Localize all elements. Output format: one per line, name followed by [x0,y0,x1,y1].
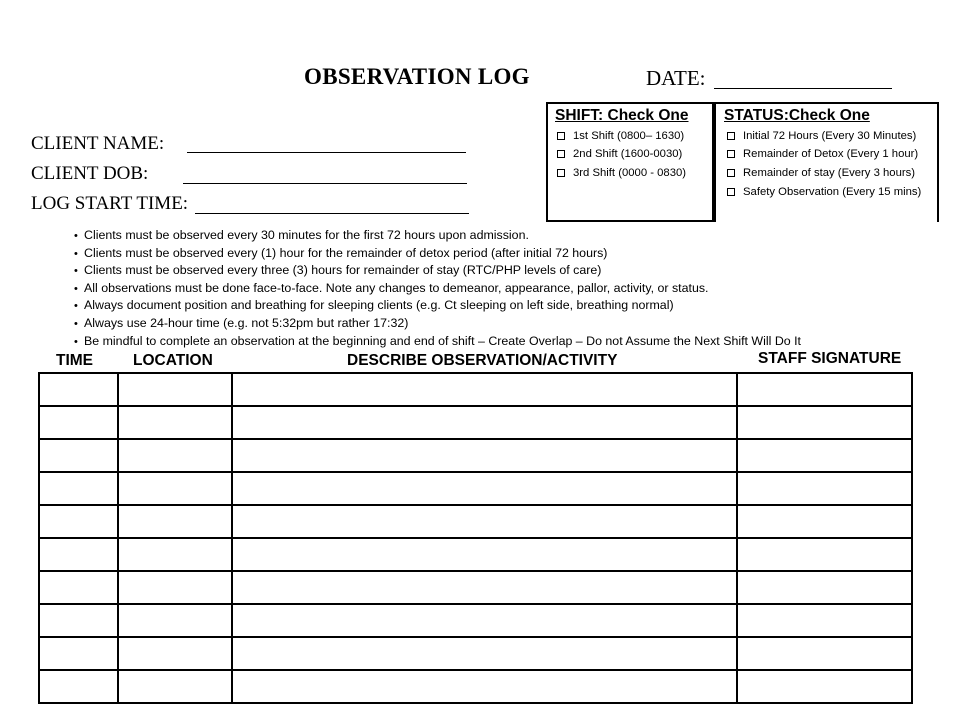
checkbox[interactable] [727,132,735,140]
time-cell[interactable] [39,637,118,670]
location-cell[interactable] [118,637,232,670]
shift-option-3[interactable]: 3rd Shift (0000 - 0830) [557,167,686,179]
page-title: OBSERVATION LOG [304,64,530,89]
instruction-item: • Clients must be observed every 30 minutes for the first 72 hours upon admission. [74,228,529,242]
observation-cell[interactable] [232,571,737,604]
observation-cell[interactable] [232,670,737,703]
instruction-item: • Clients must be observed every three (3) hours for remainder of stay (RTC/PHP levels of care) [74,263,602,278]
staff-signature-cell[interactable] [737,373,912,406]
instruction-item: • Always use 24-hour time (e.g. not 5:32pm but rather 17:32) [74,315,409,330]
client-dob-label: CLIENT DOB: [31,163,149,184]
date-label: DATE: [646,66,706,90]
checkbox[interactable] [727,169,735,177]
staff-signature-cell[interactable] [737,670,912,703]
instruction-item: • Always document position and breathing for sleeping clients (e.g. Ct sleeping on left side, breathing normal) [74,298,674,313]
table-row [39,538,912,571]
observation-table [38,372,913,704]
client-dob-field[interactable] [183,183,467,184]
instructions-list [74,227,801,350]
table-row [39,406,912,439]
location-cell[interactable] [118,439,232,472]
time-cell[interactable] [39,472,118,505]
time-cell[interactable] [39,439,118,472]
client-name-field[interactable] [187,152,466,153]
status-option-2[interactable]: Remainder of Detox (Every 1 hour) [727,148,918,160]
time-cell[interactable] [39,505,118,538]
observation-cell[interactable] [232,373,737,406]
observation-cell[interactable] [232,439,737,472]
shift-option-2[interactable]: 2nd Shift (1600-0030) [557,148,682,160]
column-header-observation: DESCRIBE OBSERVATION/ACTIVITY [347,352,618,369]
time-cell[interactable] [39,604,118,637]
checkbox[interactable] [557,132,565,140]
status-option-3[interactable]: Remainder of stay (Every 3 hours) [727,167,915,179]
checkbox[interactable] [557,150,565,158]
location-cell[interactable] [118,571,232,604]
time-cell[interactable] [39,406,118,439]
staff-signature-cell[interactable] [737,604,912,637]
observation-cell[interactable] [232,604,737,637]
shift-heading: SHIFT: Check One [555,107,689,124]
staff-signature-cell[interactable] [737,472,912,505]
location-cell[interactable] [118,505,232,538]
staff-signature-cell[interactable] [737,538,912,571]
checkbox[interactable] [727,150,735,158]
instruction-item: • Be mindful to complete an observation at the beginning and end of shift – Create Overlap – Do not Assume the Next Shift Will Do It [74,333,801,348]
status-heading: STATUS:Check One [724,107,870,124]
table-row [39,505,912,538]
table-row [39,373,912,406]
location-cell[interactable] [118,604,232,637]
status-option-4[interactable]: Safety Observation (Every 15 mins) [727,186,921,198]
log-start-time-field[interactable] [195,213,469,214]
time-cell[interactable] [39,670,118,703]
staff-signature-cell[interactable] [737,505,912,538]
location-cell[interactable] [118,472,232,505]
date-field[interactable] [714,88,892,89]
observation-cell[interactable] [232,406,737,439]
location-cell[interactable] [118,373,232,406]
log-start-time-label: LOG START TIME: [31,193,189,214]
time-cell[interactable] [39,538,118,571]
time-cell[interactable] [39,571,118,604]
observation-cell[interactable] [232,472,737,505]
staff-signature-cell[interactable] [737,439,912,472]
status-box-divider [714,102,716,222]
observation-cell[interactable] [232,637,737,670]
location-cell[interactable] [118,670,232,703]
table-row [39,637,912,670]
observation-cell[interactable] [232,505,737,538]
table-row [39,670,912,703]
time-cell[interactable] [39,373,118,406]
column-header-time: TIME [56,352,94,369]
client-name-label: CLIENT NAME: [31,133,165,154]
table-row [39,604,912,637]
checkbox[interactable] [727,188,735,196]
column-header-staff-signature: STAFF SIGNATURE [758,350,902,367]
table-row [39,439,912,472]
column-header-location: LOCATION [133,352,213,369]
staff-signature-cell[interactable] [737,637,912,670]
status-option-1[interactable]: Initial 72 Hours (Every 30 Minutes) [727,130,916,142]
table-row [39,571,912,604]
instruction-item: • All observations must be done face-to-face. Note any changes to demeanor, appearance, pallor, activity, or status. [74,280,709,295]
shift-option-1[interactable]: 1st Shift (0800– 1630) [557,130,684,142]
table-row [39,472,912,505]
location-cell[interactable] [118,406,232,439]
observation-cell[interactable] [232,538,737,571]
instruction-item: • Clients must be observed every (1) hour for the remainder of detox period (after initial 72 hours) [74,245,608,260]
checkbox[interactable] [557,169,565,177]
staff-signature-cell[interactable] [737,406,912,439]
location-cell[interactable] [118,538,232,571]
staff-signature-cell[interactable] [737,571,912,604]
